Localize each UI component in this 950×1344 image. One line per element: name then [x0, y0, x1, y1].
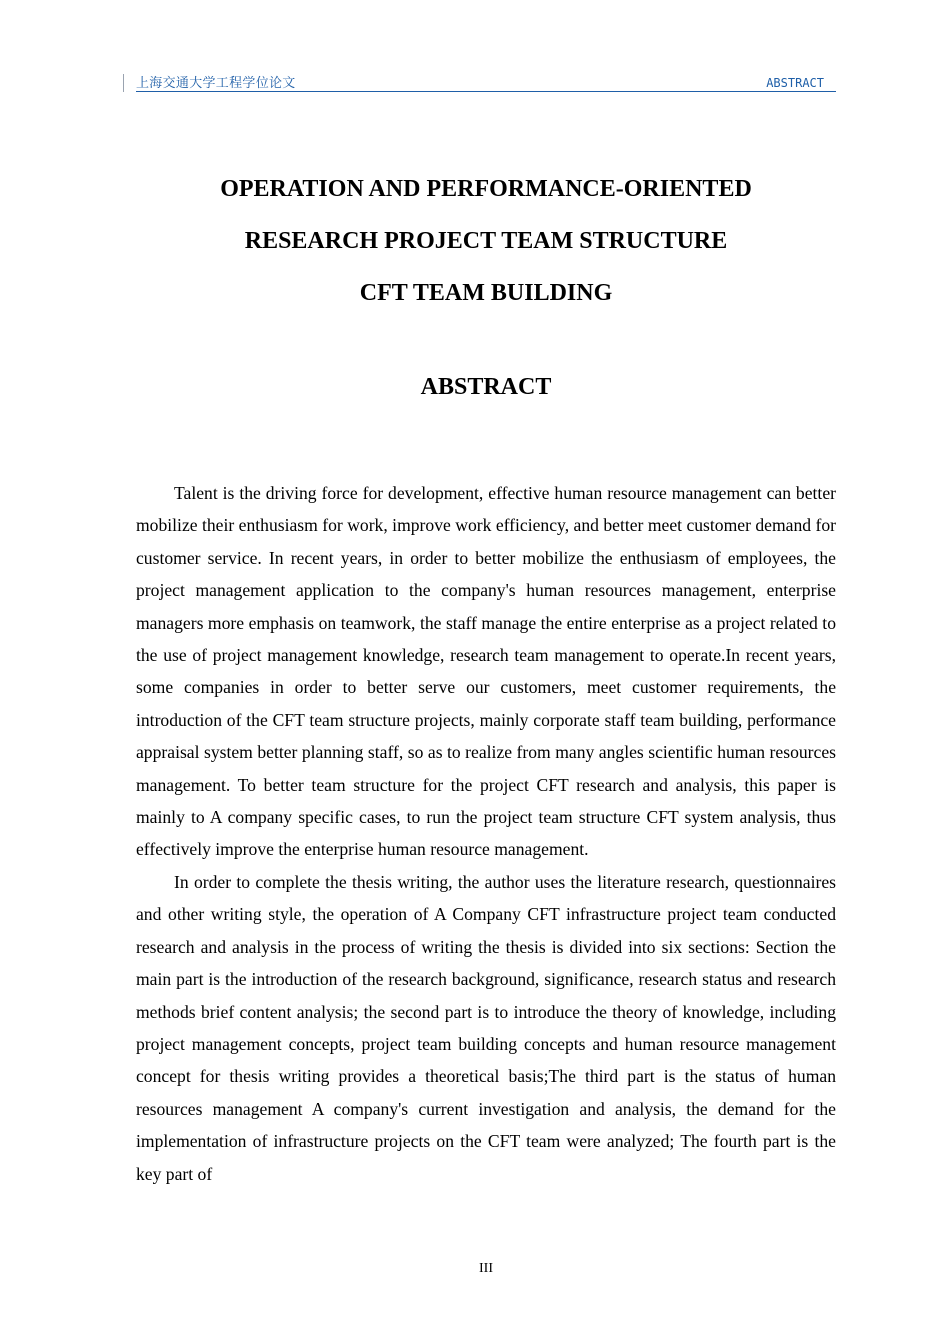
- thesis-title: [136, 163, 836, 319]
- abstract-body: [136, 477, 836, 1190]
- margin-marker: [123, 74, 124, 92]
- abstract-heading: ABSTRACT: [420, 374, 552, 400]
- header-section-label: ABSTRACT: [766, 76, 824, 90]
- page-number: III: [479, 1261, 493, 1276]
- abstract-paragraph-1: Talent is the driving force for development, effective human resource management can better mobilize their enthusiasm for work, improve work efficiency, and better meet customer demand for customer service. In recent years, in order to better mobilize the enthusiasm of employees, the project management application to the company's human resources management, enterprise managers more emphasis on teamwork, the staff manage the entire enterprise as a project related to the use of project management knowledge, research team management to operate.In recent years, some companies in order to better serve our customers, meet customer requirements, the introduction of the CFT team structure projects, mainly corporate staff team building, performance appraisal system better planning staff, so as to realize from many angles scientific human resources management. To better team structure for the project CFT research and analysis, this paper is mainly to A company specific cases, to run the project team structure CFT system analysis, thus effectively improve the enterprise human resource management.: [136, 483, 836, 860]
- title-line-1: OPERATION AND PERFORMANCE-ORIENTED: [220, 176, 752, 202]
- abstract-paragraph-2: In order to complete the thesis writing, the author uses the literature research, questionnaires and other writing style, the operation of A Company CFT infrastructure project team conducted research and analysis in the process of writing the thesis is divided into six sections: Section the main part is the introduction of the research background, significance, research status and research methods brief content analysis; the second part is to introduce the theory of knowledge, including project management concepts, project team building concepts and human resource management concept for thesis writing provides a theoretical basis;The third part is the status of human resources management A company's current investigation and analysis, the demand for the implementation of infrastructure projects on the CFT team were analyzed; The fourth part is the key part of: [136, 871, 836, 1184]
- title-line-2: RESEARCH PROJECT TEAM STRUCTURE: [244, 228, 728, 254]
- running-header: [136, 74, 836, 92]
- title-line-3: CFT TEAM BUILDING: [359, 280, 613, 306]
- header-university-title: 上海交通大学工程学位论文: [136, 76, 296, 91]
